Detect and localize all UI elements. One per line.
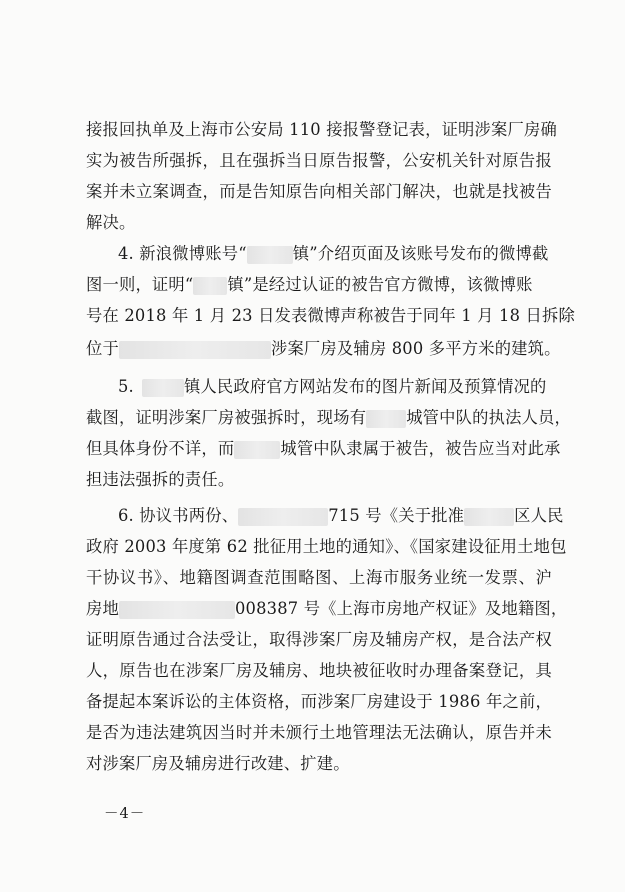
body-line: 人，原告也在涉案厂房及辅房、地块被征收时办理备案登记，具: [86, 661, 552, 680]
body-line: 是否为违法建筑因当时并未颁行土地管理法无法确认，原告并未: [86, 723, 552, 742]
redaction-block: [193, 277, 227, 295]
body-line: 位于 涉案厂房及辅房 800 多平方米的建筑。: [86, 339, 561, 358]
body-line: 图一则，证明“ 镇”是经过认证的被告官方微博，该微博账: [86, 275, 533, 294]
page-number: －4－: [104, 806, 146, 822]
body-line: 号在 2018 年 1 月 23 日发表微博声称被告于同年 1 月 18 日拆除: [86, 306, 575, 325]
body-line: 4. 新浪微博账号“ 镇”介绍页面及该账号发布的微博截: [118, 244, 549, 263]
redaction-block: [464, 508, 514, 526]
body-line: 解决。: [86, 213, 136, 232]
redaction-block: [366, 410, 406, 428]
body-line: 但具体身份不详，而 城管中队隶属于被告，被告应当对此承: [86, 439, 561, 458]
body-line: 担违法强拆的责任。: [86, 470, 235, 489]
body-line: 接报回执单及上海市公安局 110 接报警登记表，证明涉案厂房确: [86, 120, 557, 139]
body-line: 备提起本案诉讼的主体资格，而涉案厂房建设于 1986 年之前，: [86, 692, 552, 711]
body-line: 6. 协议书两份、 715 号《关于批准 区人民: [118, 506, 564, 525]
redaction-block: [119, 601, 235, 619]
body-line: 干协议书》、地籍图调查范围略图、上海市服务业统一发票、沪: [86, 568, 552, 587]
body-line: 5. 镇人民政府官方网站发布的图片新闻及预算情况的: [118, 377, 547, 396]
body-line: 案并未立案调查，而是告知原告向相关部门解决，也就是找被告: [86, 182, 552, 201]
redaction-block: [234, 441, 280, 459]
body-line: 房地 008387 号《上海市房地产权证》及地籍图，: [86, 599, 568, 618]
redaction-block: [142, 379, 184, 397]
redaction-block: [247, 246, 293, 264]
body-line: 实为被告所强拆，且在强拆当日原告报警，公安机关针对原告报: [86, 151, 552, 170]
redaction-block: [238, 508, 328, 526]
redaction-block: [119, 341, 271, 359]
body-line: 证明原告通过合法受让，取得涉案厂房及辅房产权，是合法产权: [86, 630, 552, 649]
body-line: 截图，证明涉案厂房被强拆时，现场有 城管中队的执法人员，: [86, 408, 572, 427]
body-line: 对涉案厂房及辅房进行改建、扩建。: [86, 754, 350, 773]
body-line: 政府 2003 年度第 62 批征用土地的通知》、《国家建设征用土地包: [86, 537, 567, 556]
